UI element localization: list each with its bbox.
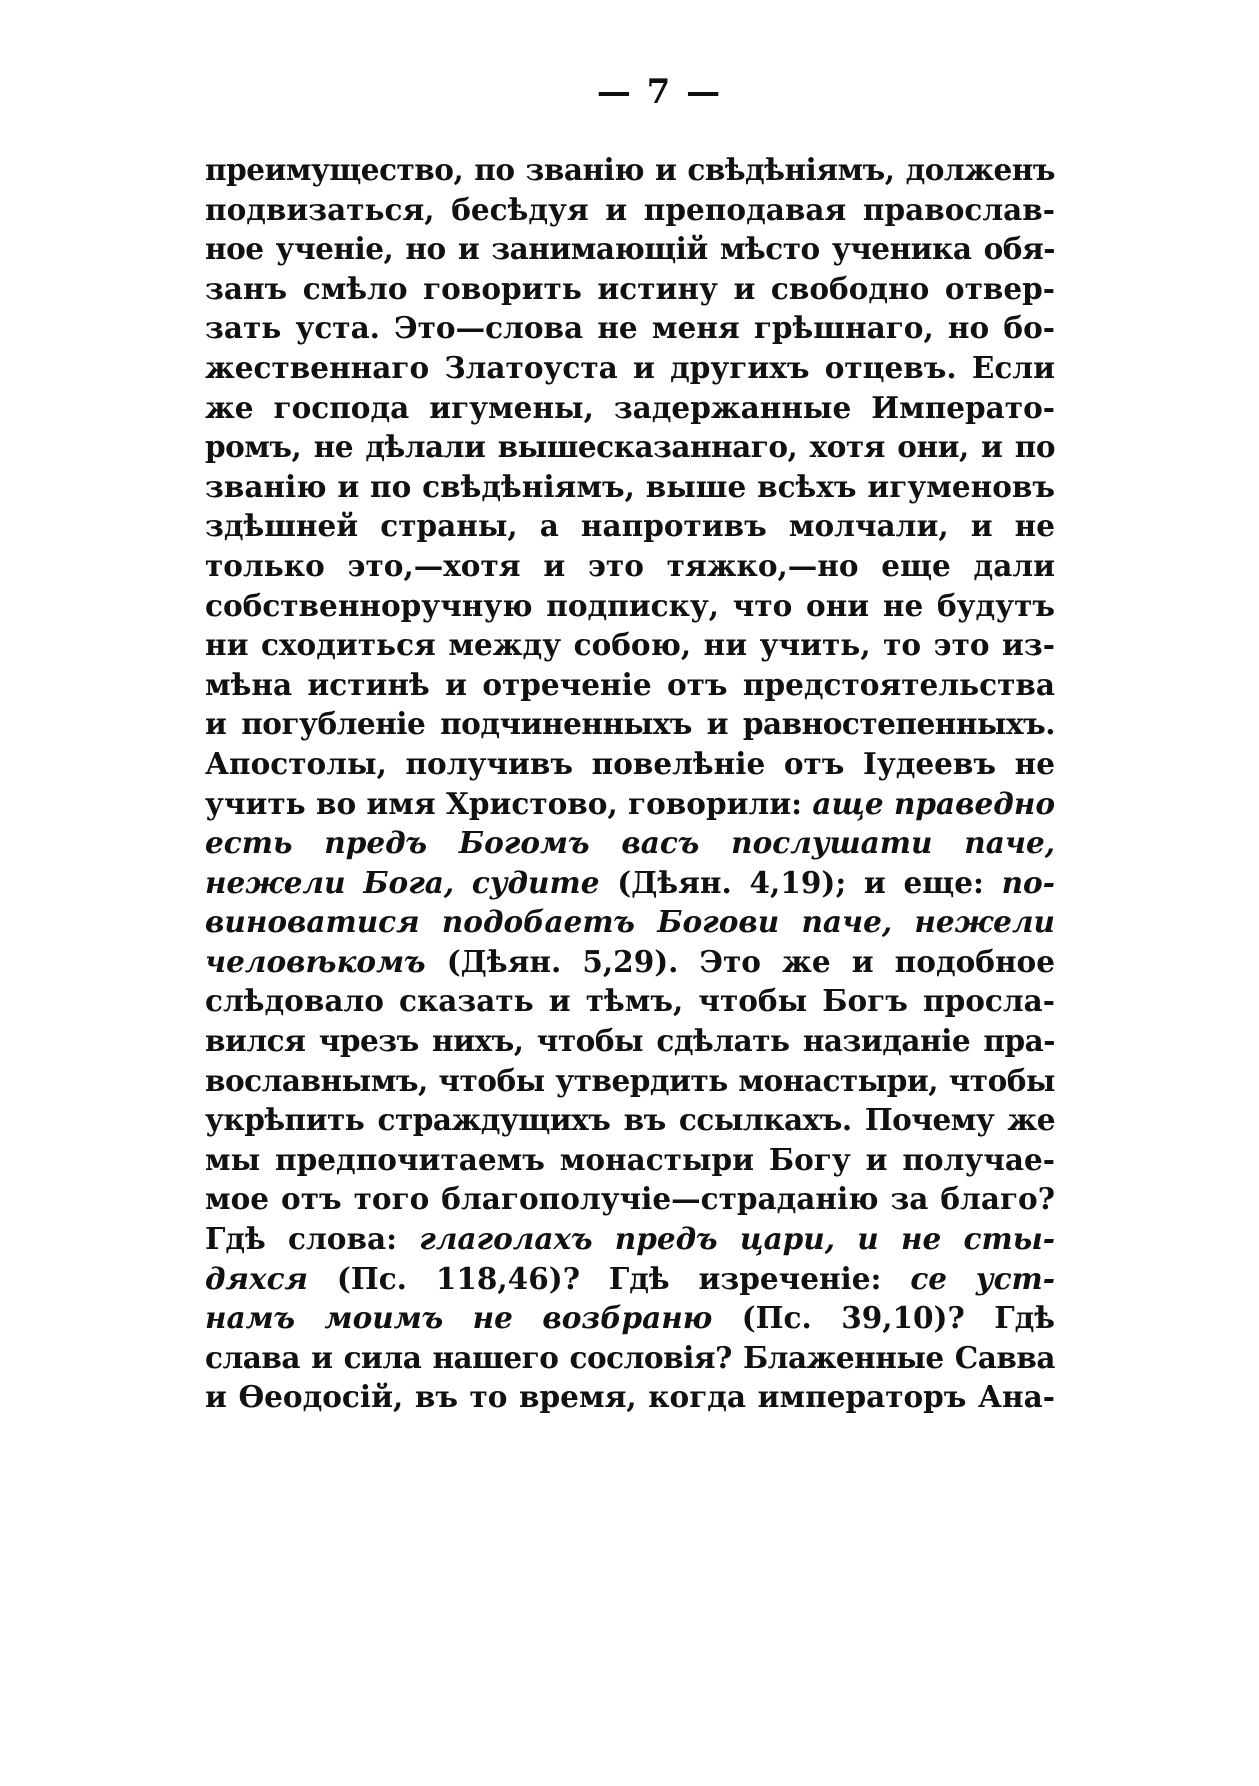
text-line [205, 1298, 1055, 1338]
italic-quote: виноватися подобаетъ Богови паче, нежели [205, 904, 1055, 940]
text-line [205, 467, 1055, 507]
text-segment: жественнаго Златоуста и другихъ отцевъ. Если [205, 349, 1055, 385]
text-segment: слава и сила нашего сословія? Блаженные Савва [205, 1339, 1055, 1375]
text-line [205, 744, 1055, 784]
text-line [205, 388, 1055, 428]
text-line [205, 190, 1055, 230]
text-segment: ное ученіе, но и занимающій мѣсто ученика обя- [205, 231, 1055, 267]
text-segment: учить во имя Христово, говорили: [205, 785, 813, 821]
text-segment: подвизаться, бесѣдуя и преподавая православ- [205, 191, 1055, 227]
text-line [205, 902, 1055, 942]
text-line [205, 942, 1055, 982]
text-segment: ни сходиться между собою, ни учить, то это из- [205, 627, 1055, 663]
text-segment: зать уста. Это—слова не меня грѣшнаго, но бо- [205, 310, 1055, 346]
italic-quote: дяхся [205, 1260, 309, 1296]
text-line [205, 823, 1055, 863]
text-line [205, 863, 1055, 903]
text-line [205, 625, 1055, 665]
text-segment: званію и по свѣдѣніямъ, выше всѣхъ игуменовъ [205, 468, 1055, 504]
text-segment: только это,—хотя и это тяжко,—но еще дали [205, 547, 1055, 583]
text-line [205, 1219, 1055, 1259]
text-line [205, 704, 1055, 744]
text-segment: (Дѣян. 4,19); и еще: [599, 864, 1002, 900]
italic-quote: аще праведно [812, 785, 1056, 821]
text-segment: Апостолы, получивъ повелѣніе отъ Іудеевъ не [205, 745, 1055, 781]
text-segment: мѣна истинѣ и отреченіе отъ предстоятельства [205, 666, 1055, 702]
text-line [205, 308, 1055, 348]
page-number: — 7 — [596, 72, 723, 112]
text-line [205, 348, 1055, 388]
text-segment: мы предпочитаемъ монастыри Богу и получае- [205, 1141, 1055, 1177]
text-line [205, 269, 1055, 309]
italic-quote: человѣкомъ [205, 943, 426, 979]
text-line [205, 427, 1055, 467]
text-line [205, 1100, 1055, 1140]
text-segment: собственноручную подписку, что они не будутъ [205, 587, 1055, 623]
italic-quote: се уст- [910, 1260, 1055, 1296]
text-segment: (Дѣян. 5,29). Это же и подобное [425, 943, 1055, 979]
text-line [205, 506, 1055, 546]
text-line [205, 1179, 1055, 1219]
body-text [205, 150, 1055, 1417]
text-segment: ромъ, не дѣлали вышесказаннаго, хотя они, и по [205, 429, 1055, 465]
text-line [205, 1140, 1055, 1180]
text-segment: вославнымъ, чтобы утвердить монастыри, чтобы [205, 1062, 1055, 1098]
text-segment: (Пс. 118,46)? Гдѣ изреченіе: [308, 1260, 911, 1296]
text-line [205, 981, 1055, 1021]
italic-quote: нежели Бога, судите [205, 864, 600, 900]
text-line [205, 1259, 1055, 1299]
text-line [205, 784, 1055, 824]
italic-quote: намъ моимъ не возбраню [205, 1300, 713, 1336]
text-line [205, 150, 1055, 190]
text-segment: Гдѣ слова: [205, 1221, 420, 1257]
text-segment: и Ѳеодосій, въ то время, когда императоръ Ана- [205, 1379, 1055, 1415]
text-line [205, 586, 1055, 626]
italic-quote: по- [1001, 864, 1055, 900]
text-segment: занъ смѣло говорить истину и свободно отвер- [205, 270, 1055, 306]
italic-quote: есть предъ Богомъ васъ послушати паче, [205, 825, 1055, 861]
text-line [205, 229, 1055, 269]
italic-quote: глаголахъ предъ цари, и не сты- [419, 1221, 1055, 1257]
text-segment: мое отъ того благополучіе—страданію за благо? [205, 1181, 1055, 1217]
text-segment: (Пс. 39,10)? Гдѣ [712, 1300, 1055, 1336]
text-line [205, 1021, 1055, 1061]
text-line [205, 546, 1055, 586]
text-line [205, 665, 1055, 705]
text-line [205, 1377, 1055, 1417]
text-segment: преимущество, по званію и свѣдѣніямъ, долженъ [205, 152, 1055, 187]
text-line [205, 1338, 1055, 1378]
text-segment: же господа игумены, задержанные Императо- [205, 389, 1055, 425]
text-segment: укрѣпить страждущихъ въ ссылкахъ. Почему же [205, 1102, 1055, 1138]
text-segment: и погубленіе подчиненныхъ и равностепенныхъ. [205, 706, 1055, 742]
text-segment: слѣдовало сказать и тѣмъ, чтобы Богъ просла- [205, 983, 1055, 1019]
text-line [205, 1061, 1055, 1101]
text-segment: вился чрезъ нихъ, чтобы сдѣлать назиданіе пра- [205, 1023, 1055, 1059]
text-segment: здѣшней страны, а напротивъ молчали, и не [205, 508, 1055, 544]
